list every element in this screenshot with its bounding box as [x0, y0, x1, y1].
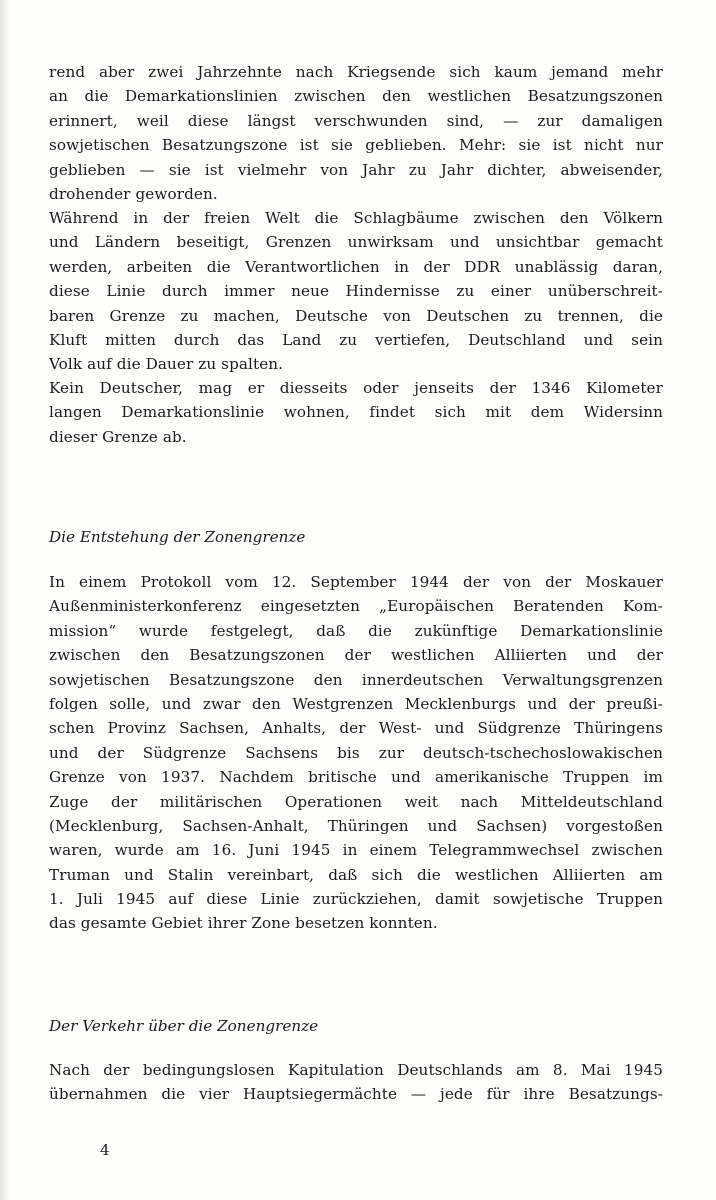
- text-line: baren Grenze zu machen, Deutsche von Deutschen zu trennen, die: [49, 306, 663, 325]
- text-line: Grenze von 1937. Nachdem britische und amerikanische Truppen im: [49, 768, 663, 787]
- text-line: Volk auf die Dauer zu spalten.: [49, 355, 284, 374]
- paragraph-4: [49, 570, 663, 936]
- text-line: Nach der bedingungslosen Kapitulation Deutschlands am 8. Mai 1945: [49, 1061, 663, 1079]
- text-line: Truman und Stalin vereinbart, daß sich die westlichen Alliierten am: [49, 865, 663, 884]
- text-line: das gesamte Gebiet ihrer Zone besetzen konnten.: [49, 914, 438, 933]
- paragraph-5: [49, 1058, 663, 1107]
- text-line: sowjetischen Besatzungszone den innerdeutschen Verwaltungsgrenzen: [49, 670, 663, 689]
- text-line: langen Demarkationslinie wohnen, findet sich mit dem Widersinn: [49, 403, 663, 422]
- page-edge-shadow: [0, 0, 10, 1200]
- text-line: geblieben — sie ist vielmehr von Jahr zu Jahr dichter, abweisender,: [49, 160, 663, 179]
- text-line: drohender geworden.: [49, 184, 218, 203]
- section-heading-verkehr: Der Verkehr über die Zonengrenze: [49, 1017, 319, 1035]
- text-line: und Ländern beseitigt, Grenzen unwirksam und unsichtbar gemacht: [49, 233, 663, 252]
- text-line: und der Südgrenze Sachsens bis zur deutsch-tschechoslowakischen: [49, 743, 663, 762]
- text-line: waren, wurde am 16. Juni 1945 in einem Telegrammwechsel zwischen: [49, 841, 663, 860]
- text-line: diese Linie durch immer neue Hindernisse zu einer unüberschreit-: [49, 282, 663, 301]
- text-line: zwischen den Besatzungszonen der westlichen Alliierten und der: [49, 646, 663, 665]
- text-line: an die Demarkationslinien zwischen den westlichen Besatzungszonen: [49, 87, 663, 106]
- page-number: 4: [100, 1141, 110, 1159]
- text-line: dieser Grenze ab.: [49, 427, 187, 446]
- text-line: werden, arbeiten die Verantwortlichen in der DDR unablässig daran,: [49, 257, 663, 276]
- text-line: schen Provinz Sachsen, Anhalts, der West- und Südgrenze Thüringens: [49, 719, 663, 738]
- text-line: übernahmen die vier Hauptsiegermächte — jede für ihre Besatzungs-: [49, 1085, 663, 1104]
- text-line: folgen solle, und zwar den Westgrenzen Mecklenburgs und der preußi-: [49, 694, 663, 713]
- paragraph-2: [49, 206, 663, 377]
- text-line: Während in der freien Welt die Schlagbäume zwischen den Völkern: [49, 209, 663, 227]
- text-line: Außenministerkonferenz eingesetzten „Europäischen Beratenden Kom-: [49, 597, 663, 616]
- paragraph-1: [49, 60, 663, 206]
- text-line: mission“ wurde festgelegt, daß die zukünftige Demarkationslinie: [49, 621, 663, 640]
- paragraph-3: [49, 376, 663, 449]
- text-line: In einem Protokoll vom 12. September 1944 der von der Moskauer: [49, 573, 663, 591]
- text-line: 1. Juli 1945 auf diese Linie zurückziehen, damit sowjetische Truppen: [49, 890, 663, 909]
- text-line: sowjetischen Besatzungszone ist sie geblieben. Mehr: sie ist nicht nur: [49, 136, 663, 155]
- text-line: Kluft mitten durch das Land zu vertiefen, Deutschland und sein: [49, 330, 663, 349]
- text-line: erinnert, weil diese längst verschwunden sind, — zur damaligen: [49, 111, 663, 130]
- text-line: (Mecklenburg, Sachsen-Anhalt, Thüringen und Sachsen) vorgestoßen: [49, 816, 663, 835]
- text-line: Kein Deutscher, mag er diesseits oder jenseits der 1346 Kilometer: [49, 379, 663, 397]
- text-line: rend aber zwei Jahrzehnte nach Kriegsende sich kaum jemand mehr: [49, 63, 663, 81]
- section-heading-entstehung: Die Entstehung der Zonengrenze: [49, 528, 306, 546]
- text-line: Zuge der militärischen Operationen weit nach Mitteldeutschland: [49, 792, 663, 811]
